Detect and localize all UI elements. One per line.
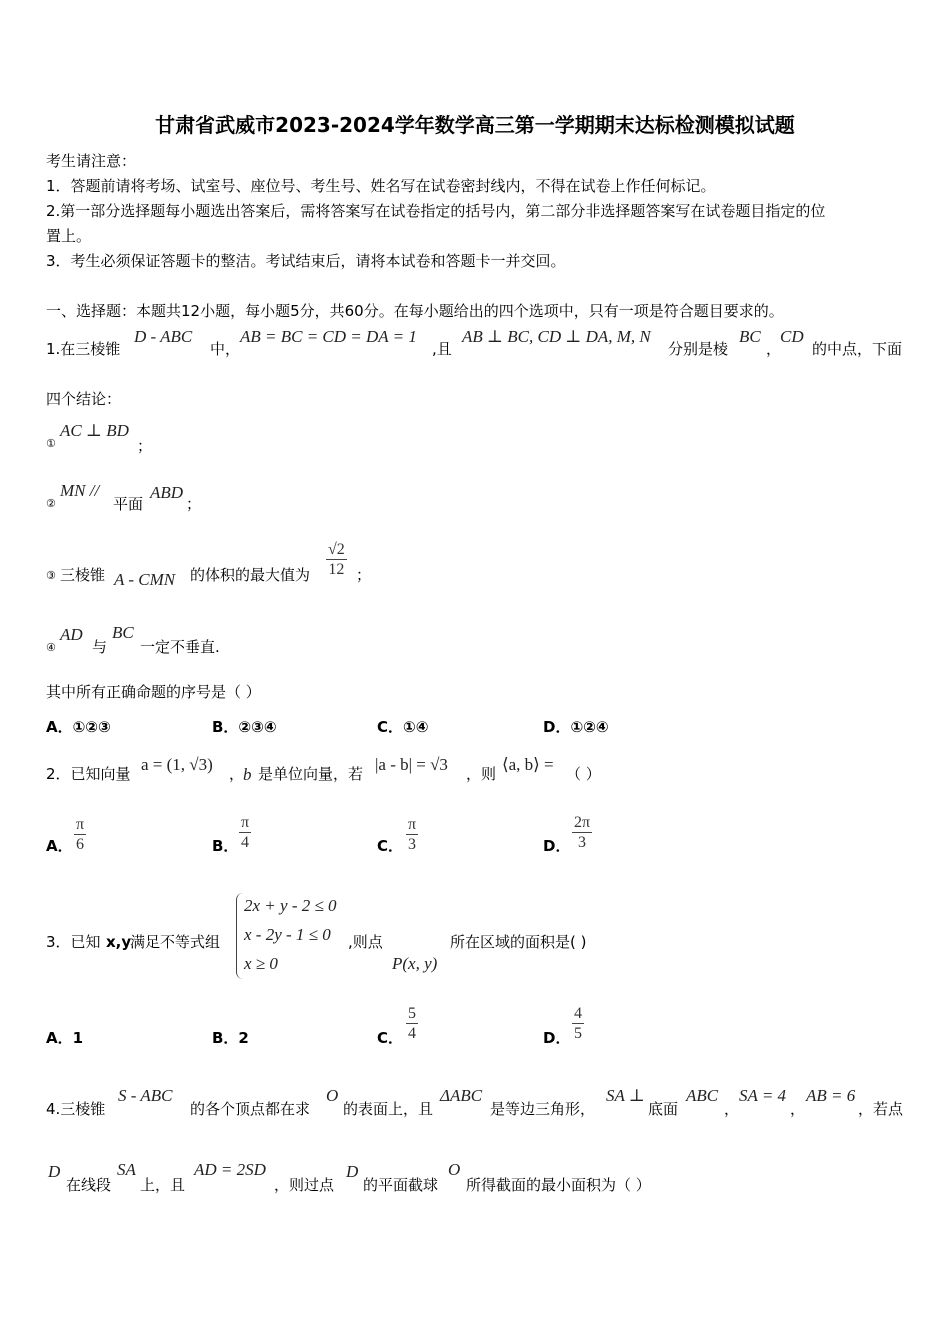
q3-inequality-3: x ≥ 0 <box>244 954 278 973</box>
section-heading: 一、选择题：本题共12小题，每小题5分，共60分。在每小题给出的四个选项中，只有一项是符合题目要求的。 <box>46 302 784 320</box>
q1-option-a: A．①②③ <box>46 718 111 736</box>
q1-c3-fraction <box>326 540 347 579</box>
q4-math-10: AD = 2SD <box>194 1160 266 1179</box>
q4-math-8: D <box>48 1162 61 1181</box>
q2-math-2: b <box>243 765 252 784</box>
q1-option-d: D．①②④ <box>543 718 609 736</box>
q2-math-1: a = (1, √3) <box>141 755 213 774</box>
q1-c1-mark: ① <box>46 437 56 450</box>
q1-c4-math: AD <box>60 625 83 644</box>
q1-math-5: CD <box>780 327 804 346</box>
q1-text-4: 分别是棱 <box>668 340 729 358</box>
q1-c3-text: 三棱锥 <box>60 566 106 584</box>
q4-math-4: SA ⊥ <box>606 1086 645 1105</box>
q4-math-12: O <box>448 1160 461 1179</box>
notice-item-1: 1．答题前请将考场、试室号、座位号、考生号、姓名写在试卷密封线内，不得在试卷上作任何标记。 <box>46 177 716 195</box>
q2-text-2: ， <box>229 765 245 783</box>
q4-text-2: 的各个顶点都在求 <box>190 1100 311 1118</box>
q1-option-c: C．①④ <box>377 718 429 736</box>
notice-item-2-line-1: 2.第一部分选择题每小题选出答案后，需将答案写在试卷指定的括号内，第二部分非选择题答案写在试卷题目指定的位 <box>46 202 826 220</box>
q1-c4-text: 与 <box>92 638 108 656</box>
q2-option-c-fraction <box>406 815 418 854</box>
q2-math-4: ⟨a, b⟩ = <box>502 755 554 774</box>
q1-c3-math: A - CMN <box>114 570 176 589</box>
q2-text-5: （ ） <box>566 765 601 783</box>
q1-c4-mark: ④ <box>46 641 56 654</box>
q3-option-d-fraction <box>572 1004 584 1043</box>
q1-c3-denominator: 12 <box>328 561 345 579</box>
q2-text-3: 是单位向量，若 <box>258 765 364 783</box>
q4-text-1: 4.三棱锥 <box>46 1100 106 1118</box>
q3-option-d-numerator: 4 <box>572 1004 584 1024</box>
q3-option-b: B．2 <box>212 1029 249 1047</box>
q3-inequality-2: x - 2y - 1 ≤ 0 <box>244 925 331 944</box>
q1-math-3: AB ⊥ BC, CD ⊥ DA, M, N <box>462 327 651 346</box>
q1-c3-numerator: √2 <box>326 540 347 560</box>
q1-c1-math: AC ⊥ BD <box>60 421 129 440</box>
q1-c3-text-2: 的体积的最大值为 <box>190 566 311 584</box>
q1-text-6: 的中点，下面 <box>812 340 903 358</box>
q1-c2-end: ； <box>186 495 202 513</box>
q1-c3-end: ； <box>356 566 372 584</box>
q4-math-2: O <box>326 1086 339 1105</box>
q1-c3-mark: ③ <box>46 569 56 582</box>
q4-text-13: 所得截面的最小面积为（ ） <box>466 1176 651 1194</box>
q3-math-1: P(x, y) <box>392 954 438 973</box>
q2-option-b-fraction <box>239 813 251 852</box>
q3-option-c-label: C． <box>377 1029 404 1047</box>
q1-text-2: 中， <box>210 340 241 358</box>
q1-math-1: D - ABC <box>134 327 193 346</box>
q1-math-2: AB = BC = CD = DA = 1 <box>240 327 417 346</box>
q4-text-11: ，则过点 <box>274 1176 335 1194</box>
q4-text-9: 在线段 <box>66 1176 112 1194</box>
q2-math-3: |a - b| = √3 <box>375 755 448 774</box>
q4-text-7: ， <box>790 1100 806 1118</box>
notice-item-2-line-2: 置上。 <box>46 227 92 245</box>
q3-text-1b: x,y <box>106 933 132 951</box>
q3-text-1: 3．已知 <box>46 933 101 951</box>
q3-option-c-fraction <box>406 1004 418 1043</box>
q4-text-6: ， <box>724 1100 740 1118</box>
q1-c2-text: 平面 <box>113 495 144 513</box>
q1-option-b: B．②③④ <box>212 718 277 736</box>
q2-option-c-denominator: 3 <box>408 836 417 854</box>
q4-math-5: ABC <box>686 1086 719 1105</box>
q2-option-d-fraction <box>572 813 592 852</box>
page-title: 甘肃省武威市2023-2024学年数学高三第一学期期末达标检测模拟试题 <box>155 113 795 137</box>
q2-option-a-denominator: 6 <box>76 836 85 854</box>
q1-ask: 其中所有正确命题的序号是（ ） <box>46 683 261 701</box>
q2-option-d-denominator: 3 <box>578 834 587 852</box>
q2-option-a-numerator: π <box>74 815 86 835</box>
q3-option-a: A．1 <box>46 1029 84 1047</box>
q2-option-c-label: C． <box>377 837 404 855</box>
q4-text-3: 的表面上，且 <box>343 1100 434 1118</box>
q4-math-1: S - ABC <box>118 1086 173 1105</box>
q1-c2-mark: ② <box>46 497 56 510</box>
q4-math-9: SA <box>117 1160 136 1179</box>
q2-option-c-numerator: π <box>406 815 418 835</box>
q2-option-b-numerator: π <box>239 813 251 833</box>
q1-line-2: 四个结论： <box>46 390 122 408</box>
notice-heading: 考生请注意： <box>46 152 137 170</box>
q3-option-d-denominator: 5 <box>574 1025 582 1043</box>
q2-text-4: ，则 <box>466 765 497 783</box>
q4-math-6: SA = 4 <box>739 1086 787 1105</box>
q2-text-1: 2．已知向量 <box>46 765 131 783</box>
q1-text-3: ,且 <box>432 340 452 358</box>
q4-text-12: 的平面截球 <box>363 1176 439 1194</box>
q3-inequality-1: 2x + y - 2 ≤ 0 <box>244 896 337 915</box>
q4-math-7: AB = 6 <box>806 1086 856 1105</box>
q4-text-10: 上，且 <box>140 1176 186 1194</box>
q1-c2-math: MN // <box>60 481 100 500</box>
q1-text-1: 1.在三棱锥 <box>46 340 121 358</box>
q4-math-3: ΔABC <box>440 1086 483 1105</box>
q4-text-8: ，若点 <box>858 1100 904 1118</box>
q3-system-brace <box>236 893 243 979</box>
q1-c4-text-2: 一定不垂直. <box>140 638 220 656</box>
notice-item-3: 3．考生必须保证答题卡的整洁。考试结束后，请将本试卷和答题卡一并交回。 <box>46 252 566 270</box>
q3-text-3: 所在区域的面积是( ) <box>450 933 587 951</box>
q2-option-a-fraction <box>74 815 86 854</box>
q1-c4-math-2: BC <box>112 623 134 642</box>
q1-c1-end: ； <box>137 437 153 455</box>
q2-option-b-label: B． <box>212 837 239 855</box>
q1-c2-math-2: ABD <box>150 483 184 502</box>
q1-text-5: ， <box>766 340 782 358</box>
q1-math-4: BC <box>739 327 761 346</box>
q4-math-11: D <box>346 1162 359 1181</box>
q4-text-5: 底面 <box>648 1100 679 1118</box>
q3-option-c-denominator: 4 <box>408 1025 416 1043</box>
q3-option-c-numerator: 5 <box>406 1004 418 1024</box>
q2-option-d-numerator: 2π <box>572 813 592 833</box>
q3-option-d-label: D． <box>543 1029 571 1047</box>
q2-option-d-label: D． <box>543 837 571 855</box>
q3-text-2: ,则点 <box>348 933 383 951</box>
q3-text-1c: 满足不等式组 <box>130 933 221 951</box>
q2-option-b-denominator: 4 <box>241 834 250 852</box>
q2-option-a-label: A． <box>46 837 73 855</box>
q4-text-4: 是等边三角形， <box>490 1100 596 1118</box>
